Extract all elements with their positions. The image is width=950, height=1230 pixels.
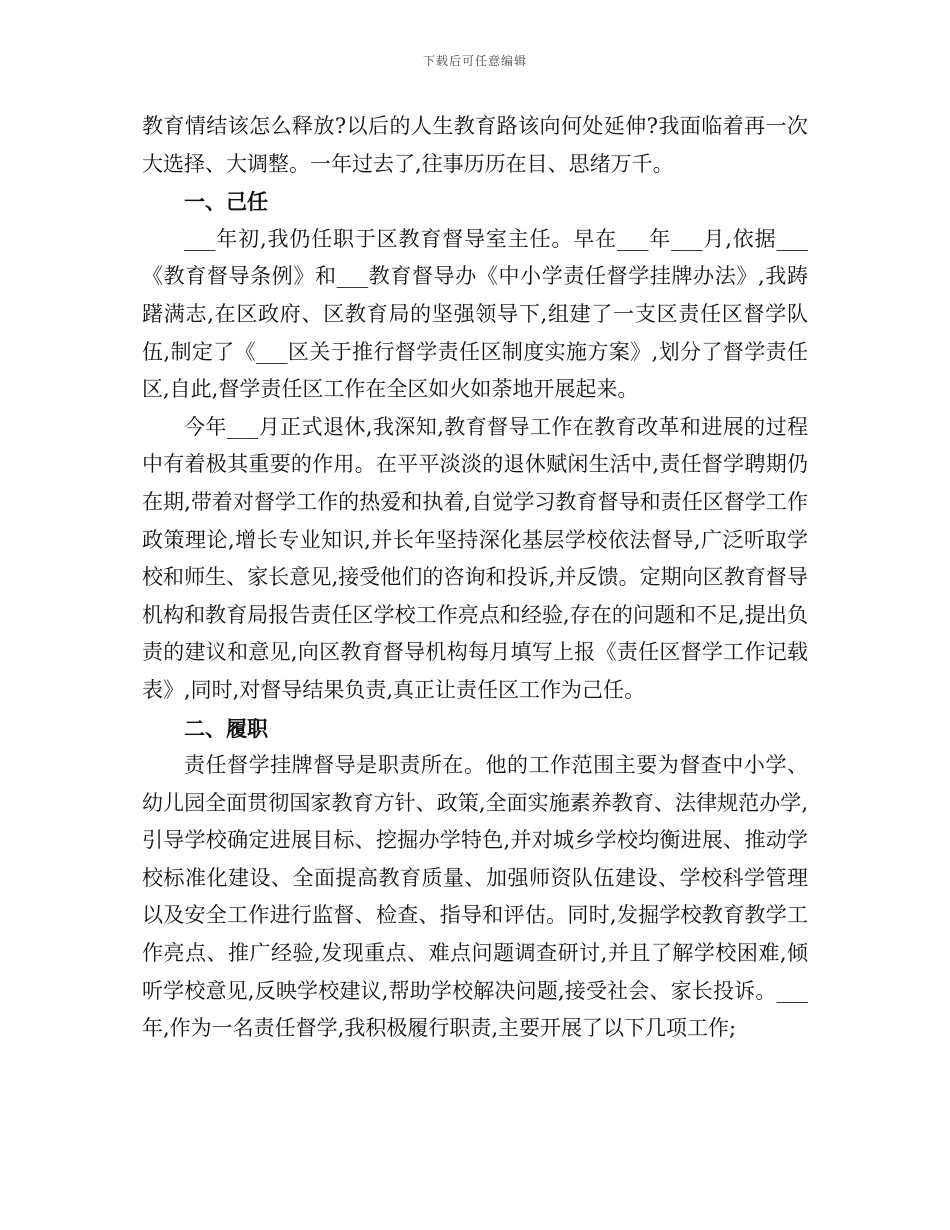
section2-paragraph-1: 责任督学挂牌督导是职责所在。他的工作范围主要为督查中小学、幼儿园全面贯彻国家教育方针、政策,全面实施素养教育、法律规范办学,引导学校确定进展目标、挖掘办学特色,并对城乡学校均衡进展、推动学校标准化建设、全面提高教育质量、加强师资队伍建设、学校科学管理以及安全工作进行监督、检查、指导和评估。同时,发掘学校教育教学工作亮点、推广经验,发现重点、难点问题调查研讨,并且了解学校困难,倾听学校意见,反映学校建议,帮助学校解决问题,接受社会、家长投诉。___年,作为一名责任督学,我积极履行职责,主要开展了以下几项工作; bbox=[142, 753, 808, 1041]
section1-paragraph-2: 今年___月正式退休,我深知,教育督导工作在教育改革和进展的过程中有着极其重要的作用。在平平淡淡的退休赋闲生活中,责任督学聘期仍在期,带着对督学工作的热爱和执着,自觉学习教育督导和责任区督学工作政策理论,增长专业知识,并长年坚持深化基层学校依法督导,广泛听取学校和师生、家长意见,接受他们的咨询和投诉,并反馈。定期向区教育督导机构和教育局报告责任区学校工作亮点和经验,存在的问题和不足,提出负责的建议和意见,向区教育督导机构每月填写上报《责任区督学工作记载表》,同时,对督导结果负责,真正让责任区工作为己任。 bbox=[142, 414, 808, 702]
continuation-paragraph: 教育情结该怎么释放?以后的人生教育路该向何处延伸?我面临着再一次大选择、大调整。一年过去了,往事历历在目、思绪万千。 bbox=[142, 114, 808, 176]
section-heading-2: 二、履职 bbox=[184, 715, 268, 741]
document-body bbox=[142, 108, 808, 1048]
page-header: 下载后可任意编辑 bbox=[422, 54, 527, 68]
section1-paragraph-1: ___年初,我仍任职于区教育督导室主任。早在___年___月,依据___《教育督导条例》和___教育督导办《中小学责任督学挂牌办法》,我踌躇满志,在区政府、区教育局的坚强领导下,组建了一支区责任区督学队伍,制定了《___区关于推行督学责任区制度实施方案》,划分了督学责任区,自此,督学责任区工作在全区如火如荼地开展起来。 bbox=[142, 226, 808, 402]
section-heading-1: 一、己任 bbox=[184, 189, 268, 215]
